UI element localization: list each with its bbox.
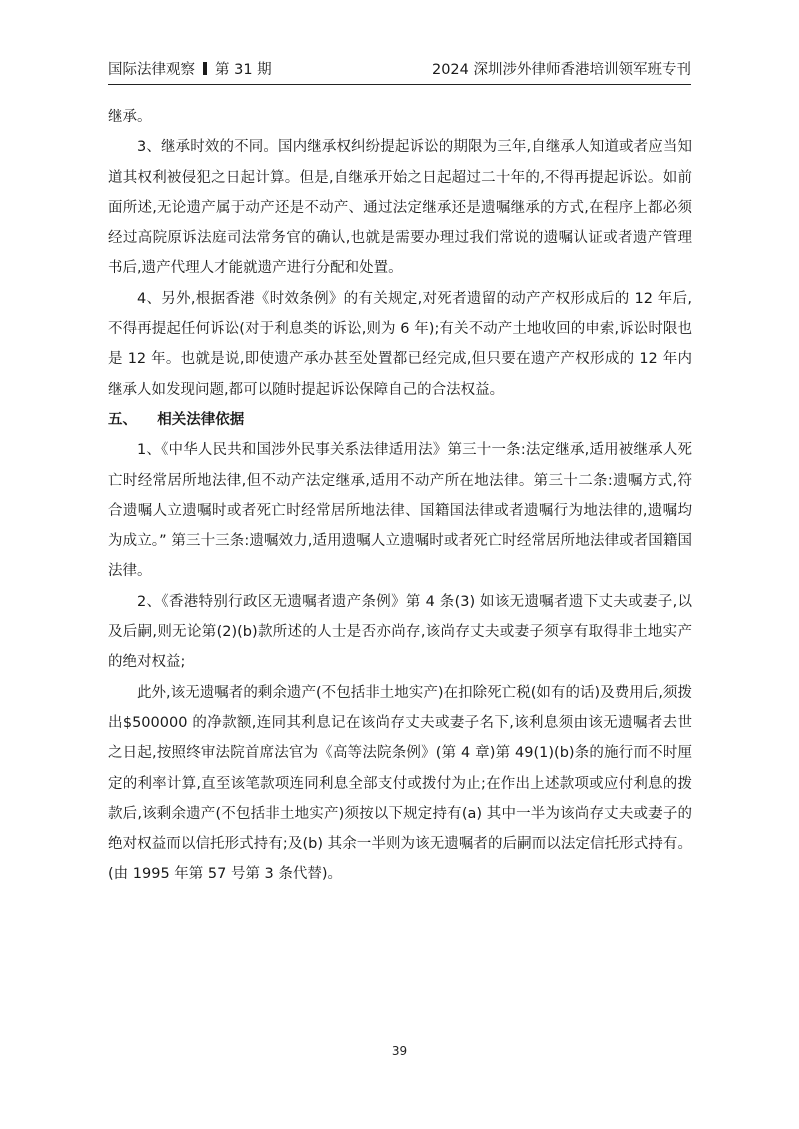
header-separator-bar — [203, 62, 207, 75]
header-divider — [108, 84, 691, 85]
paragraph-law-2-detail: 此外,该无遗嘱者的剩余遗产(不包括非土地实产)在扣除死亡税(如有的话)及费用后,须拨出$500000 的净款额,连同其利息记在该尚存丈夫或妻子名下,该利息须由该无遗嘱者去世之日起,按照终审法院首席法官为《高等法院条例》(第 4 章)第 49(1)(b)条的施行而不时厘定的利率计算,直至该笔款项连同利息全部支付或拨付为止;在作出上述款项或应付利息的拨款后,该剩余遗产(不包括非土地实产)须按以下规定持有(a) 其中一半为该尚存丈夫或妻子的绝对权益而以信托形式持有;及(b) 其余一半则为该无遗嘱者的后嗣而以法定信托形式持有。(由 1995 年第 57 号第 3 条代替)。 — [108, 684, 692, 883]
page-number: 39 — [391, 1044, 408, 1058]
journal-title: 国际法律观察 — [108, 62, 195, 78]
paragraph-item-3: 3、继承时效的不同。国内继承权纠纷提起诉讼的期限为三年,自继承人知道或者应当知道其权利被侵犯之日起计算。但是,自继承开始之日起超过二十年的,不得再提起诉讼。如前面所述,无论遗产属于动产还是不动产、通过法定继承还是遗嘱继承的方式,在程序上都必须经过高院原诉法庭司法常务官的确认,也就是需要办理过我们常说的遗嘱认证或者遗产管理书后,遗产代理人才能就遗产进行分配和处置。 — [108, 139, 692, 277]
paragraph-law-2: 2、《香港特别行政区无遗嘱者遗产条例》第 4 条(3) 如该无遗嘱者遗下丈夫或妻子,以及后嗣,则无论第(2)(b)款所述的人士是否亦尚存,该尚存丈夫或妻子须享有取得非土地实产的绝对权益; — [108, 593, 692, 671]
paragraph-law-1: 1、《中华人民共和国涉外民事关系法律适用法》第三十一条:法定继承,适用被继承人死亡时经常居所地法律,但不动产法定继承,适用不动产所在地法律。第三十二条:遗嘱方式,符合遗嘱人立遗嘱时或者死亡时经常居所地法律、国籍国法律或者遗嘱行为地法律的,遗嘱均为成立。” 第三十三条:遗嘱效力,适用遗嘱人立遗嘱时或者死亡时经常居所地法律或者国籍国法律。 — [108, 442, 692, 580]
section-heading: 五、 相关法律依据 — [108, 411, 245, 428]
body-text — [108, 102, 692, 890]
paragraph-item-4: 4、另外,根据香港《时效条例》的有关规定,对死者遗留的动产产权形成后的 12 年后,不得再提起任何诉讼(对于利息类的诉讼,则为 6 年);有关不动产土地收回的申索,诉讼时限也是 12 年。也就是说,即使遗产承办甚至处置都已经完成,但只要在遗产产权形成的 12 年内继承人如发现问题,都可以随时提起诉讼保障自己的合法权益。 — [108, 290, 692, 398]
page-header — [108, 58, 691, 82]
special-issue-title: 2024 深圳涉外律师香港培训领军班专刊 — [431, 62, 691, 78]
journal-header — [108, 58, 272, 82]
issue-number: 第 31 期 — [215, 62, 272, 78]
paragraph-continuation: 继承。 — [108, 109, 152, 125]
